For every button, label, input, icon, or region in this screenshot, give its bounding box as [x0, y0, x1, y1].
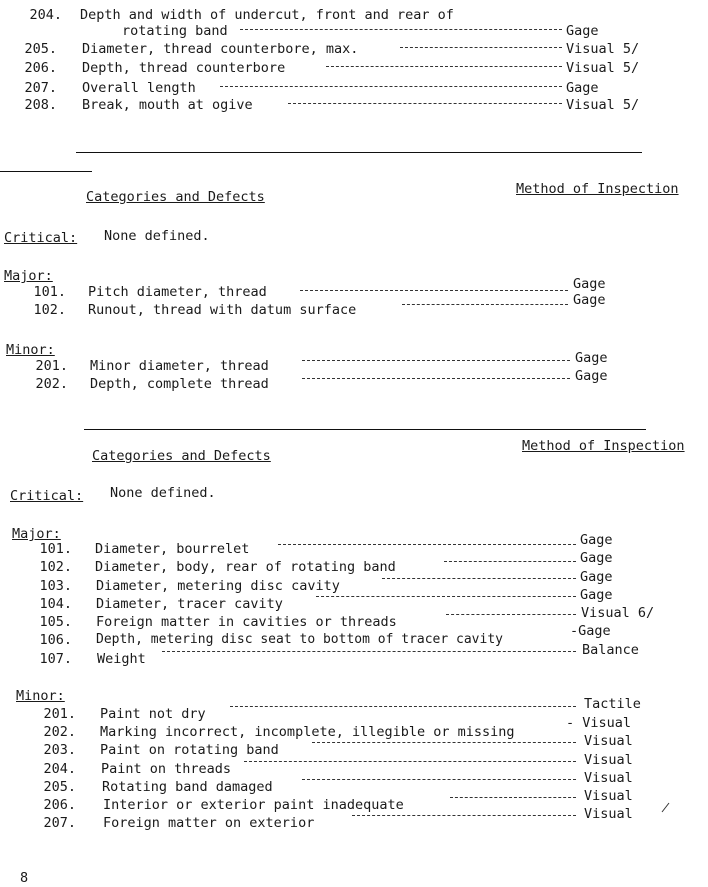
item-description: Pitch diameter, thread [88, 284, 267, 300]
category-critical: Critical: [4, 230, 78, 246]
item-number: 208. [24, 97, 57, 113]
item-description: Runout, thread with datum surface [88, 302, 357, 318]
list-item [0, 41, 708, 59]
section-divider [84, 429, 646, 430]
inspection-method: Visual [584, 752, 633, 768]
critical-text: None defined. [104, 228, 210, 244]
item-number: 102. [39, 559, 72, 575]
list-item [0, 80, 708, 98]
item-number: 105. [39, 614, 72, 630]
item-description: Depth, thread counterbore [82, 60, 286, 76]
item-number: 104. [39, 596, 72, 612]
leader-line [400, 47, 562, 48]
item-description-continuation: rotating band [122, 23, 228, 39]
leader-line [240, 29, 562, 30]
inspection-method: Gage [575, 368, 608, 384]
inspection-method: Balance [582, 642, 639, 658]
item-description: Foreign matter in cavities or threads [96, 614, 397, 630]
item-number: 203. [43, 742, 76, 758]
list-item [0, 60, 708, 78]
item-description: Interior or exterior paint inadequate [103, 797, 404, 813]
item-number: 102. [33, 302, 66, 318]
item-number: 204. [43, 761, 76, 777]
inspection-method: Gage [566, 23, 599, 39]
inspection-method: Visual 5/ [566, 97, 640, 113]
leader-line [220, 86, 562, 87]
column-heading-method: Method of Inspection [522, 438, 685, 454]
column-heading-categories: Categories and Defects [92, 448, 271, 464]
category-minor: Minor: [16, 688, 65, 704]
item-number: 103. [39, 578, 72, 594]
item-description: Depth, complete thread [90, 376, 269, 392]
inspection-method: Visual 6/ [581, 605, 655, 621]
item-description: Paint on threads [101, 761, 232, 777]
item-number: 207. [24, 80, 57, 96]
inspection-method: Gage [575, 350, 608, 366]
leader-line [450, 797, 576, 798]
leader-line [444, 561, 576, 562]
leader-line [162, 651, 576, 652]
item-description: Diameter, body, rear of rotating band [95, 559, 396, 575]
inspection-method: Tactile [584, 696, 641, 712]
item-number: 204. [29, 7, 62, 23]
item-description: Rotating band damaged [102, 779, 273, 795]
item-number: 202. [35, 376, 68, 392]
item-number: 107. [39, 651, 72, 667]
item-description: Diameter, bourrelet [95, 541, 250, 557]
section-divider-short [0, 171, 92, 172]
item-number: 201. [43, 706, 76, 722]
leader-line [302, 779, 576, 780]
column-heading-categories: Categories and Defects [86, 189, 265, 205]
item-description: Diameter, tracer cavity [96, 596, 283, 612]
list-item [0, 97, 708, 115]
item-description: Minor diameter, thread [90, 358, 269, 374]
item-description: Foreign matter on exterior [103, 815, 315, 831]
inspection-method: Visual [584, 770, 633, 786]
leader-line [446, 614, 576, 615]
inspection-method: Gage [580, 587, 613, 603]
inspection-method: Visual 5/ [566, 41, 640, 57]
item-description: Overall length [82, 80, 196, 96]
item-number: 101. [33, 284, 66, 300]
critical-text: None defined. [110, 485, 216, 501]
leader-line [326, 66, 562, 67]
leader-line [244, 761, 576, 762]
item-number: 202. [43, 724, 76, 740]
item-description: Depth, metering disc seat to bottom of tracer cavity [96, 632, 503, 647]
inspection-method: Visual [584, 733, 633, 749]
column-heading-method: Method of Inspection [516, 181, 679, 197]
inspection-method: Gage [566, 80, 599, 96]
leader-line [312, 742, 576, 743]
inspection-method: Visual 5/ [566, 60, 640, 76]
item-description: Break, mouth at ogive [82, 97, 253, 113]
inspection-method: Gage [573, 292, 606, 308]
item-number: 201. [35, 358, 68, 374]
inspection-method: Gage [580, 532, 613, 548]
item-number: 205. [43, 779, 76, 795]
inspection-method: - Visual [566, 715, 632, 731]
inspection-method: Visual [584, 788, 633, 804]
item-description: Diameter, metering disc cavity [96, 578, 340, 594]
item-description: Weight [97, 651, 146, 667]
item-description: Paint on rotating band [100, 742, 279, 758]
inspection-method: Gage [580, 569, 613, 585]
item-description: Marking incorrect, incomplete, illegible or missing [100, 724, 515, 740]
inspection-method: Gage [580, 550, 613, 566]
item-number: 101. [39, 541, 72, 557]
list-item [0, 642, 708, 669]
category-major: Major: [12, 526, 61, 542]
item-number: 206. [24, 60, 57, 76]
item-description: Diameter, thread counterbore, max. [82, 41, 359, 57]
leader-line [300, 290, 568, 291]
item-number: 206. [43, 797, 76, 813]
leader-line [352, 815, 576, 816]
list-item [0, 806, 708, 833]
leader-line [382, 578, 576, 579]
page-number: 8 [20, 870, 29, 886]
item-description: Depth and width of undercut, front and rear of [80, 7, 454, 23]
category-critical: Critical: [10, 488, 84, 504]
pencil-mark [660, 800, 672, 814]
item-number: 106. [39, 632, 72, 648]
inspection-method: -Gage [570, 623, 611, 639]
leader-line [230, 706, 576, 707]
leader-line [278, 544, 576, 545]
leader-line [302, 360, 570, 361]
category-major: Major: [4, 268, 53, 284]
list-item [0, 368, 708, 394]
inspection-method: Gage [573, 276, 606, 292]
item-number: 205. [24, 41, 57, 57]
leader-line [316, 596, 576, 597]
list-item-continuation [0, 23, 708, 41]
leader-line [288, 103, 562, 104]
leader-line [402, 304, 568, 305]
item-description: Paint not dry [100, 706, 206, 722]
leader-line [302, 378, 570, 379]
category-minor: Minor: [6, 342, 55, 358]
inspection-method: Visual [584, 806, 633, 822]
item-number: 207. [43, 815, 76, 831]
section-divider [76, 152, 642, 153]
